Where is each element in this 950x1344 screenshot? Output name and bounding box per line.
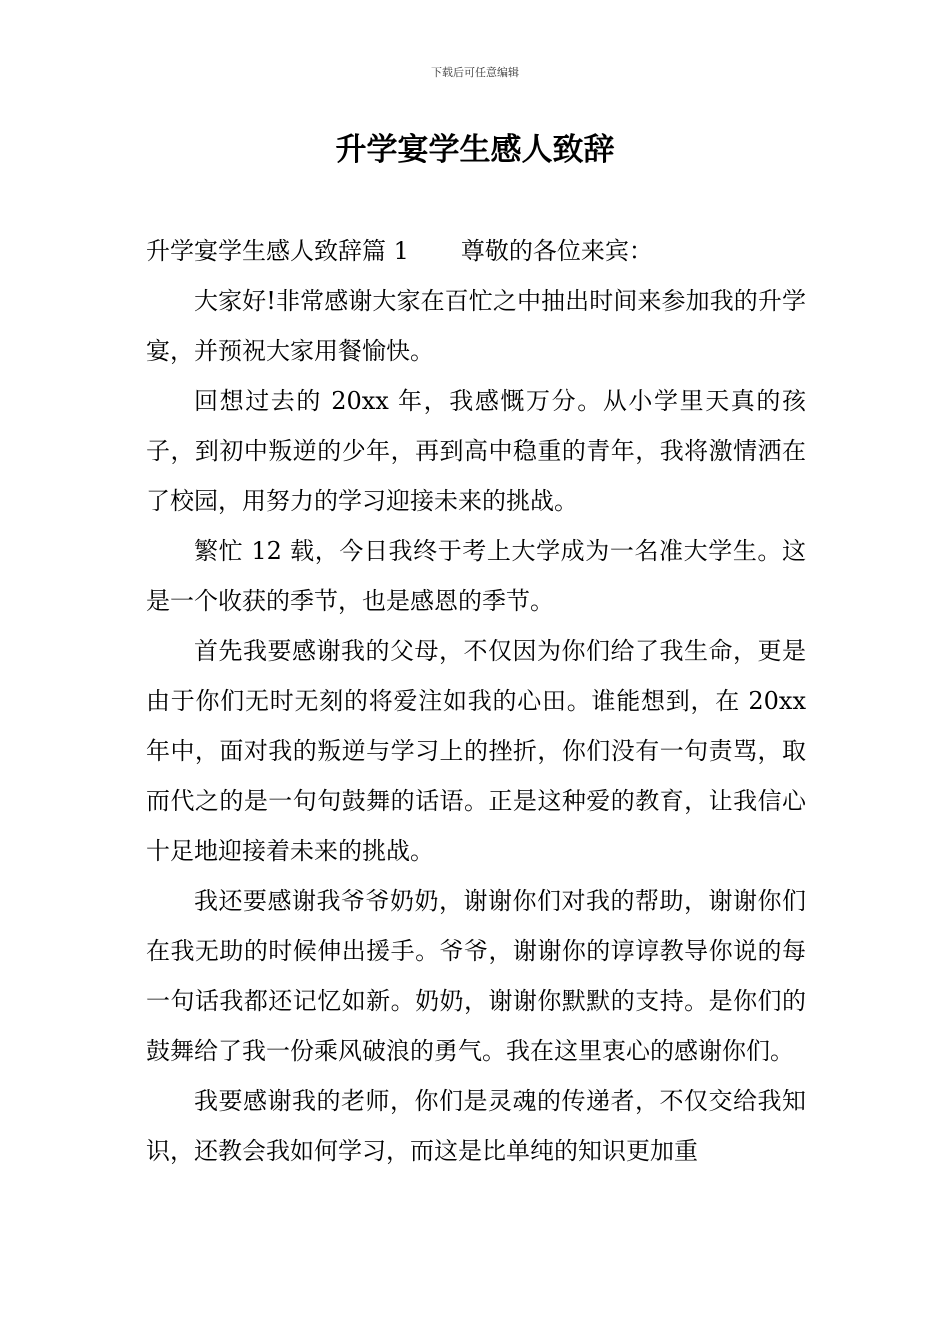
page-title: 升学宴学生感人致辞 — [335, 132, 615, 168]
paragraph-3: 繁忙 12 载，今日我终于考上大学成为一名准大学生。这是一个收获的季节，也是感恩的季节。 — [146, 537, 806, 615]
intro-line — [146, 226, 806, 276]
paragraph-4: 首先我要感谢我的父母，不仅因为你们给了我生命，更是由于你们无时无刻的将爱注如我的心田。谁能想到，在 20xx 年中，面对我的叛逆与学习上的挫折，你们没有一句责骂，取而代之的是一句句鼓舞的话语。正是这种爱的教育，让我信心十足地迎接着未来的挑战。 — [146, 637, 806, 865]
header-note: 下载后可任意编辑 — [431, 66, 519, 79]
paragraph-5: 我还要感谢我爷爷奶奶，谢谢你们对我的帮助，谢谢你们在我无助的时候伸出援手。爷爷，谢谢你的谆谆教导你说的每一句话我都还记忆如新。奶奶，谢谢你默默的支持。是你们的鼓舞给了我一份乘风破浪的勇气。我在这里衷心的感谢你们。 — [146, 887, 806, 1065]
section-label: 升学宴学生感人致辞篇 1 — [146, 237, 409, 265]
salutation: 尊敬的各位来宾： — [460, 237, 653, 265]
paragraph-1: 大家好!非常感谢大家在百忙之中抽出时间来参加我的升学宴，并预祝大家用餐愉快。 — [146, 287, 806, 365]
paragraph-2: 回想过去的 20xx 年，我感慨万分。从小学里天真的孩子，到初中叛逆的少年，再到高中稳重的青年，我将激情洒在了校园，用努力的学习迎接未来的挑战。 — [146, 387, 806, 515]
document-body — [146, 226, 806, 1176]
paragraph-6: 我要感谢我的老师，你们是灵魂的传递者，不仅交给我知识，还教会我如何学习，而这是比单纯的知识更加重 — [146, 1087, 806, 1165]
